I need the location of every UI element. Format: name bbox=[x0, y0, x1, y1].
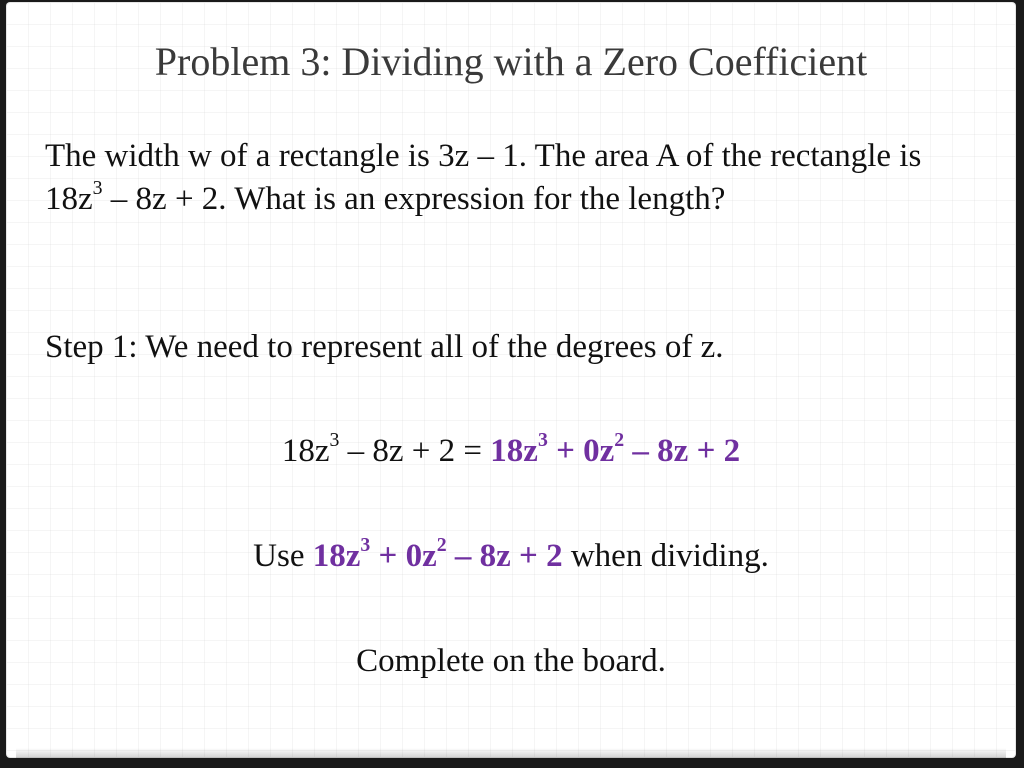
equation-rhs-term2: + 0z bbox=[547, 433, 615, 469]
use-expression-term2: + 0z bbox=[370, 538, 437, 574]
equation-rhs bbox=[490, 429, 741, 469]
slide bbox=[6, 2, 1016, 758]
equation-lhs-exponent: 3 bbox=[329, 429, 340, 452]
use-expression-term3: – 8z + 2 bbox=[446, 538, 563, 574]
use-prefix: Use bbox=[253, 538, 313, 574]
slide-bottom-shadow bbox=[16, 748, 1006, 758]
use-expression bbox=[312, 534, 563, 574]
equation-rhs-exponent2: 2 bbox=[614, 429, 625, 452]
equation-lhs-rest: – 8z + 2 = bbox=[339, 433, 491, 469]
problem-statement bbox=[45, 135, 985, 221]
problem-text-part1: The width w of a rectangle is 3z – 1. The area A of the rectangle is 18z bbox=[45, 138, 922, 217]
problem-text-part2: – 8z + 2. What is an expression for the length? bbox=[102, 181, 726, 217]
equation-rhs-term3: – 8z + 2 bbox=[624, 433, 741, 469]
complete-on-board-text: Complete on the board. bbox=[356, 643, 666, 679]
step-1-text: Step 1: We need to represent all of the degrees of z. bbox=[45, 329, 724, 365]
use-expression-term1: 18z bbox=[312, 538, 361, 574]
equation-lhs-term: 18z bbox=[281, 433, 330, 469]
use-expression-exponent2: 2 bbox=[436, 534, 447, 557]
equation-rhs-term1: 18z bbox=[490, 433, 538, 469]
use-expression-exponent1: 3 bbox=[360, 534, 371, 557]
problem-exponent: 3 bbox=[92, 177, 103, 200]
use-suffix: when dividing. bbox=[562, 538, 769, 574]
equation-rhs-exponent1: 3 bbox=[537, 429, 548, 452]
slide-title: Problem 3: Dividing with a Zero Coefficient bbox=[154, 39, 868, 84]
use-instruction-line bbox=[6, 535, 1016, 578]
equation-line bbox=[6, 430, 1016, 473]
